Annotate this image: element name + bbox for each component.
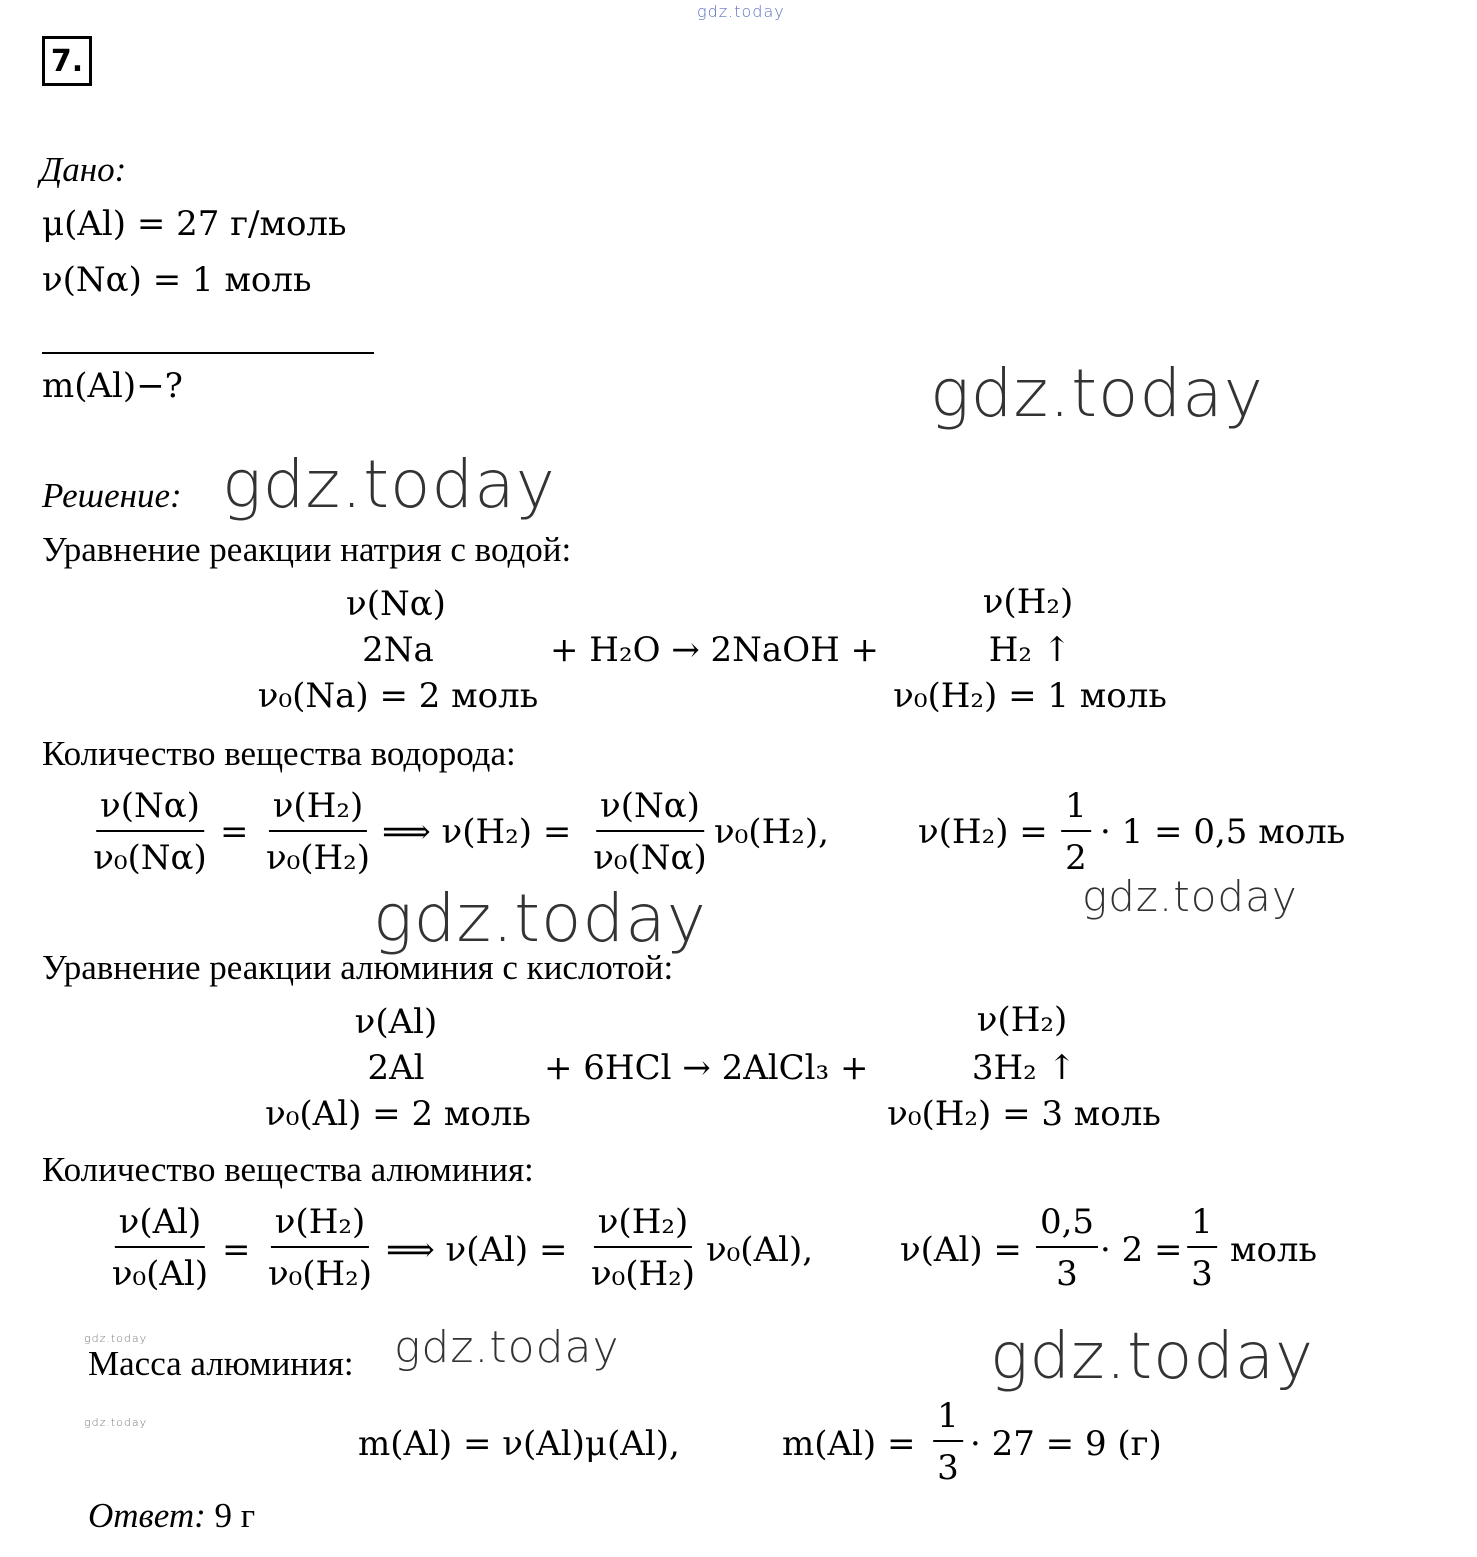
given-divider (42, 352, 374, 354)
given-molar-mass: μ(Al) = 27 г/моль (42, 204, 347, 244)
fraction (933, 1394, 963, 1490)
fraction (264, 1200, 376, 1296)
problem-number: 7. (42, 36, 92, 86)
watermark: gdz.today (1082, 872, 1298, 921)
aluminium-heading: Количество вещества алюминия: (42, 1150, 534, 1189)
watermark: gdz.today (394, 1322, 620, 1373)
fraction-numerator: ν(H₂) (594, 1200, 692, 1248)
fraction-numerator: 1 (1187, 1200, 1217, 1248)
reaction1-bottom-right: ν₀(H₂) = 1 моль (893, 676, 1167, 716)
fraction-numerator: 1 (933, 1394, 963, 1442)
fraction (1187, 1200, 1217, 1296)
implication: ⟹ ν(Al) = (386, 1230, 568, 1270)
hydrogen-heading: Количество вещества водорода: (42, 734, 516, 773)
watermark: gdz.today (373, 880, 707, 957)
watermark: gdz.today (990, 1320, 1314, 1394)
implication: ⟹ ν(H₂) = (382, 812, 572, 852)
fraction (89, 784, 211, 880)
reaction1-top-right: ν(H₂) (982, 582, 1074, 622)
reaction1-mid-right: H₂ ↑ (988, 630, 1072, 670)
watermark: gdz.today (222, 446, 556, 523)
answer-value: 9 г (214, 1496, 256, 1535)
hydrogen-formula-tail: ν₀(H₂), (714, 812, 829, 852)
reaction1-mid-left: 2Na (362, 630, 434, 670)
equals-sign: = (222, 1230, 251, 1270)
reaction2-middle: + 6HCl → 2AlCl₃ + (544, 1048, 869, 1088)
reaction2-mid-left: 2Al (367, 1048, 425, 1088)
fraction-numerator: 1 (1061, 784, 1091, 832)
reaction1-bottom-left: ν₀(Na) = 2 моль (257, 676, 539, 716)
reaction1-heading: Уравнение реакции натрия с водой: (42, 530, 572, 569)
reaction2-bottom-left: ν₀(Al) = 2 моль (265, 1094, 531, 1134)
fraction-numerator: ν(Nα) (96, 784, 204, 832)
aluminium-result-unit: моль (1230, 1230, 1318, 1270)
mass-formula: m(Al) = ν(Al)μ(Al), (358, 1424, 680, 1464)
fraction-denominator: ν₀(Nα) (93, 838, 207, 878)
fraction-denominator: 2 (1065, 838, 1087, 878)
reaction2-top-right: ν(H₂) (976, 1000, 1068, 1040)
aluminium-formula-tail: ν₀(Al), (706, 1230, 814, 1270)
watermark: gdz.today (930, 355, 1264, 432)
reaction2-heading: Уравнение реакции алюминия с кислотой: (42, 948, 674, 987)
fraction (262, 784, 374, 880)
hydrogen-result-lhs: ν(H₂) = (918, 812, 1048, 852)
fraction-denominator: ν₀(H₂) (265, 838, 371, 878)
fraction-denominator: 3 (1191, 1254, 1213, 1294)
reaction2-bottom-right: ν₀(H₂) = 3 моль (887, 1094, 1161, 1134)
hydrogen-result-rhs: · 1 = 0,5 моль (1100, 812, 1346, 852)
reaction2-mid-right: 3H₂ ↑ (971, 1048, 1077, 1088)
given-label: Дано: (40, 150, 127, 189)
mass-result-lhs: m(Al) = (782, 1424, 916, 1464)
fraction (587, 1200, 699, 1296)
fraction-denominator: 3 (937, 1448, 959, 1488)
answer-label: Ответ: (88, 1496, 206, 1535)
fraction-denominator: ν₀(H₂) (590, 1254, 696, 1294)
fraction-numerator: ν(H₂) (269, 784, 367, 832)
aluminium-result-lhs: ν(Al) = (900, 1230, 1022, 1270)
watermark-small: gdz.today (84, 1416, 148, 1429)
fraction-denominator: ν₀(Al) (111, 1254, 209, 1294)
reaction1-middle: + H₂O → 2NaOH + (550, 630, 880, 670)
answer-line (88, 1496, 255, 1536)
fraction-numerator: ν(Nα) (596, 784, 704, 832)
given-amount-na: ν(Nα) = 1 моль (42, 260, 312, 300)
aluminium-result-mid: · 2 = (1100, 1230, 1183, 1270)
watermark-small: gdz.today (84, 1332, 148, 1345)
solution-label: Решение: (42, 476, 182, 515)
fraction-denominator: ν₀(H₂) (267, 1254, 373, 1294)
mass-heading: Масса алюминия: (88, 1344, 354, 1383)
fraction-numerator: ν(Al) (115, 1200, 206, 1248)
equals-sign: = (220, 812, 249, 852)
fraction-denominator: 3 (1056, 1254, 1078, 1294)
mass-result-rhs: · 27 = 9 (г) (970, 1424, 1162, 1464)
reaction2-top-left: ν(Al) (354, 1002, 438, 1042)
reaction1-top-left: ν(Nα) (346, 584, 446, 624)
fraction (1061, 784, 1091, 880)
fraction-denominator: ν₀(Nα) (593, 838, 707, 878)
fraction-numerator: 0,5 (1036, 1200, 1098, 1248)
watermark-top: gdz.today (697, 2, 785, 21)
find-mass: m(Al)−? (42, 366, 183, 406)
fraction (1036, 1200, 1098, 1296)
fraction-numerator: ν(H₂) (271, 1200, 369, 1248)
fraction (108, 1200, 212, 1296)
fraction (589, 784, 711, 880)
